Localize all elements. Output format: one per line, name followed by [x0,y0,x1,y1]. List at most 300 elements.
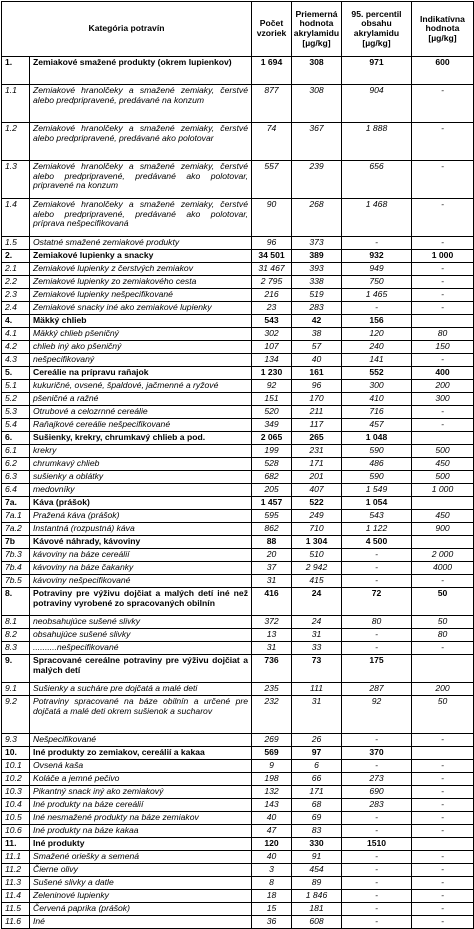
row-category: Mäkký chlieb pšeničný [30,328,252,341]
row-count: 877 [252,85,292,123]
row-mean: 608 [292,916,342,929]
row-mean: 6 [292,760,342,773]
row-count: 31 [252,575,292,588]
row-indicative: 200 [412,380,474,393]
table-row [2,161,474,199]
row-count: 40 [252,851,292,864]
row-category: Iné produkty na báze kakaa [30,825,252,838]
row-count: 372 [252,616,292,629]
row-indicative: 50 [412,588,474,616]
row-code: 9. [2,655,30,683]
row-mean: 170 [292,393,342,406]
row-count: 682 [252,471,292,484]
row-code: 11.4 [2,890,30,903]
row-mean: 265 [292,432,342,445]
row-mean: 111 [292,683,342,696]
row-code: 9.1 [2,683,30,696]
row-indicative [412,536,474,549]
table-body [2,57,474,929]
row-mean: 389 [292,250,342,263]
row-count: 269 [252,734,292,747]
table-row [2,458,474,471]
row-count: 90 [252,199,292,237]
row-count: 198 [252,773,292,786]
row-code: 5.1 [2,380,30,393]
row-mean: 42 [292,315,342,328]
table-row [2,747,474,760]
row-p95: 273 [342,773,412,786]
table-row [2,276,474,289]
row-code: 2.2 [2,276,30,289]
row-count: 2 795 [252,276,292,289]
table-row [2,549,474,562]
row-mean: 268 [292,199,342,237]
row-mean: 211 [292,406,342,419]
row-code: 5.4 [2,419,30,432]
table-row [2,877,474,890]
row-p95: 80 [342,616,412,629]
row-count: 74 [252,123,292,161]
table-row [2,786,474,799]
row-p95: 904 [342,85,412,123]
row-code: 11.3 [2,877,30,890]
row-p95: 120 [342,328,412,341]
table-row [2,562,474,575]
row-count: 557 [252,161,292,199]
table-row [2,497,474,510]
row-indicative: - [412,773,474,786]
row-category: obsahujúce sušené slivky [30,629,252,642]
row-indicative: 150 [412,341,474,354]
table-row [2,199,474,237]
row-count: 302 [252,328,292,341]
row-mean: 68 [292,799,342,812]
row-code: 7b.3 [2,549,30,562]
row-p95: 690 [342,786,412,799]
row-category: Čierne olivy [30,864,252,877]
row-category: Zemiakové lupienky z čerstvých zemiakov [30,263,252,276]
table-row [2,864,474,877]
row-category: kávoviny na báze čakanky [30,562,252,575]
row-code: 8.2 [2,629,30,642]
row-count: 15 [252,903,292,916]
row-count: 40 [252,812,292,825]
row-p95: 1 054 [342,497,412,510]
row-count: 134 [252,354,292,367]
row-p95: 175 [342,655,412,683]
table-row [2,773,474,786]
row-count: 232 [252,696,292,734]
row-mean: 308 [292,57,342,85]
row-count: 107 [252,341,292,354]
row-count: 595 [252,510,292,523]
row-mean: 519 [292,289,342,302]
row-mean: 89 [292,877,342,890]
row-category: Koláče a jemné pečivo [30,773,252,786]
row-mean: 249 [292,510,342,523]
row-mean: 2 942 [292,562,342,575]
row-code: 9.2 [2,696,30,734]
row-count: 13 [252,629,292,642]
row-code: 7a. [2,497,30,510]
row-category: Zemiakové hranolčeky a smažené zemiaky, čerstvé alebo predpripravené, predávané ako polotovar [30,123,252,161]
row-category: Kávové náhrady, kávoviny [30,536,252,549]
row-indicative: - [412,812,474,825]
row-indicative: 80 [412,629,474,642]
row-category: Sušienky, krekry, chrumkavý chlieb a pod. [30,432,252,445]
row-p95: - [342,760,412,773]
row-category: krekry [30,445,252,458]
row-indicative: 450 [412,458,474,471]
row-category: neobsahujúce sušené slivky [30,616,252,629]
table-row [2,629,474,642]
row-category: Zemiakové lupienky zo zemiakového cesta [30,276,252,289]
row-code: 4.3 [2,354,30,367]
row-category: Potraviny spracované na báze obilnín a určené pre dojčatá a malé deti okrem sušienok a sucharov [30,696,252,734]
row-p95: 590 [342,445,412,458]
row-category: Cereálie na prípravu raňajok [30,367,252,380]
row-count: 132 [252,786,292,799]
row-category: nešpecifikovaný [30,354,252,367]
row-indicative: 50 [412,616,474,629]
row-count: 88 [252,536,292,549]
header-p95: 95. percentil obsahu akrylamidu [µg/kg] [342,2,412,57]
row-count: 1 457 [252,497,292,510]
table-row [2,406,474,419]
row-indicative: 200 [412,683,474,696]
row-mean: 171 [292,786,342,799]
row-code: 10.1 [2,760,30,773]
row-count: 92 [252,380,292,393]
row-category: Ostatné smažené zemiakové produkty [30,237,252,250]
row-mean: 38 [292,328,342,341]
row-indicative: 500 [412,471,474,484]
row-p95: 92 [342,696,412,734]
row-count: 20 [252,549,292,562]
row-code: 7b.4 [2,562,30,575]
table-row [2,799,474,812]
row-code: 11.2 [2,864,30,877]
row-count: 151 [252,393,292,406]
row-mean: 407 [292,484,342,497]
row-p95: 949 [342,263,412,276]
row-p95: 1 122 [342,523,412,536]
row-mean: 1 304 [292,536,342,549]
row-p95: 300 [342,380,412,393]
table-row [2,655,474,683]
row-mean: 330 [292,838,342,851]
header-category: Kategória potravín [2,2,252,57]
row-p95: 750 [342,276,412,289]
row-category: Iné nesmažené produkty na báze zemiakov [30,812,252,825]
row-category: kávoviny nešpecifikované [30,575,252,588]
row-category: Mäkký chlieb [30,315,252,328]
row-count: 47 [252,825,292,838]
row-indicative: - [412,734,474,747]
row-indicative: - [412,85,474,123]
row-mean: 31 [292,696,342,734]
row-code: 2. [2,250,30,263]
row-code: 1.1 [2,85,30,123]
row-code: 1.4 [2,199,30,237]
row-p95: - [342,562,412,575]
row-p95: 410 [342,393,412,406]
row-mean: 373 [292,237,342,250]
row-indicative: 1 000 [412,250,474,263]
row-count: 143 [252,799,292,812]
row-p95: - [342,575,412,588]
row-indicative: 4000 [412,562,474,575]
row-code: 11.6 [2,916,30,929]
row-count: 543 [252,315,292,328]
table-header-row [2,2,474,57]
row-code: 10.6 [2,825,30,838]
row-p95: 1 549 [342,484,412,497]
row-mean: 97 [292,747,342,760]
table-row [2,642,474,655]
row-count: 862 [252,523,292,536]
row-code: 2.4 [2,302,30,315]
table-row [2,315,474,328]
row-indicative: - [412,877,474,890]
row-mean: 83 [292,825,342,838]
table-row [2,302,474,315]
row-category: Potraviny pre výživu dojčiat a malých detí iné než potraviny vyrobené zo spracovaných obilnín [30,588,252,616]
row-count: 96 [252,237,292,250]
row-indicative: - [412,890,474,903]
row-code: 10. [2,747,30,760]
acrylamide-table [1,1,474,929]
row-p95: - [342,549,412,562]
row-code: 4.1 [2,328,30,341]
table-row [2,575,474,588]
row-mean: 73 [292,655,342,683]
table-row [2,367,474,380]
row-count: 416 [252,588,292,616]
row-category: chlieb iný ako pšeničný [30,341,252,354]
table-row [2,536,474,549]
row-p95: 971 [342,57,412,85]
row-p95: - [342,851,412,864]
row-indicative: - [412,161,474,199]
row-category: Zemiakové hranolčeky a smažené zemiaky, čerstvé alebo predpripravené, predávané ako polotovar, príprava nešpecifikovaná [30,199,252,237]
row-mean: 454 [292,864,342,877]
row-count: 36 [252,916,292,929]
row-indicative: - [412,354,474,367]
row-code: 1. [2,57,30,85]
row-indicative: - [412,289,474,302]
row-indicative [412,655,474,683]
row-category: Pražená káva (prášok) [30,510,252,523]
row-p95: - [342,642,412,655]
row-mean: 171 [292,458,342,471]
row-indicative: - [412,276,474,289]
row-code: 5.3 [2,406,30,419]
row-count: 8 [252,877,292,890]
row-code: 6.3 [2,471,30,484]
row-code: 7a.1 [2,510,30,523]
row-p95: 240 [342,341,412,354]
row-code: 10.2 [2,773,30,786]
row-indicative [412,315,474,328]
table-row [2,616,474,629]
row-p95: 370 [342,747,412,760]
row-code: 1.2 [2,123,30,161]
row-p95: 1 465 [342,289,412,302]
row-category: Pikantný snack iný ako zemiakový [30,786,252,799]
table-row [2,825,474,838]
row-indicative: - [412,302,474,315]
row-p95: 716 [342,406,412,419]
row-count: 1 230 [252,367,292,380]
row-code: 11. [2,838,30,851]
row-code: 8.1 [2,616,30,629]
row-mean: 33 [292,642,342,655]
table-row [2,903,474,916]
row-mean: 415 [292,575,342,588]
row-indicative: - [412,406,474,419]
row-mean: 57 [292,341,342,354]
row-count: 569 [252,747,292,760]
row-mean: 308 [292,85,342,123]
row-indicative [412,838,474,851]
row-p95: 283 [342,799,412,812]
row-count: 520 [252,406,292,419]
row-mean: 231 [292,445,342,458]
row-p95: 156 [342,315,412,328]
row-category: Zemiakové smažené produkty (okrem lupienkov) [30,57,252,85]
row-indicative: 300 [412,393,474,406]
table-row [2,484,474,497]
row-mean: 201 [292,471,342,484]
row-category: kukuričné, ovsené, špaldové, jačmenné a ryžové [30,380,252,393]
row-code: 7b [2,536,30,549]
row-code: 6.1 [2,445,30,458]
row-mean: 710 [292,523,342,536]
row-mean: 69 [292,812,342,825]
row-p95: - [342,890,412,903]
table-row [2,696,474,734]
table-row [2,419,474,432]
table-row [2,838,474,851]
row-code: 8. [2,588,30,616]
row-p95: 287 [342,683,412,696]
row-code: 6. [2,432,30,445]
table-row [2,85,474,123]
row-category: Sušienky a sucháre pre dojčatá a malé deti [30,683,252,696]
row-category: Zeleninové lupienky [30,890,252,903]
row-category: Ovsená kaša [30,760,252,773]
row-p95: - [342,825,412,838]
row-indicative: - [412,237,474,250]
row-category: Iné [30,916,252,929]
row-p95: 543 [342,510,412,523]
row-count: 528 [252,458,292,471]
table-row [2,237,474,250]
row-indicative: - [412,419,474,432]
header-count: Počet vzoriek [252,2,292,57]
row-indicative: 80 [412,328,474,341]
row-category: Nešpecifikované [30,734,252,747]
row-p95: 4 500 [342,536,412,549]
table-row [2,916,474,929]
row-category: Iné produkty na báze cereálií [30,799,252,812]
row-mean: 24 [292,588,342,616]
row-mean: 66 [292,773,342,786]
row-p95: 486 [342,458,412,471]
row-indicative: 500 [412,445,474,458]
row-count: 216 [252,289,292,302]
row-mean: 367 [292,123,342,161]
row-category: kávoviny na báze cereálií [30,549,252,562]
table-row [2,851,474,864]
row-category: ..........nešpecifikované [30,642,252,655]
row-count: 736 [252,655,292,683]
table-row [2,734,474,747]
row-code: 6.2 [2,458,30,471]
row-category: Zemiakové lupienky nešpecifikované [30,289,252,302]
row-indicative [412,497,474,510]
row-code: 10.4 [2,799,30,812]
row-mean: 181 [292,903,342,916]
row-indicative: 600 [412,57,474,85]
row-p95: 1510 [342,838,412,851]
row-p95: - [342,302,412,315]
row-p95: 552 [342,367,412,380]
row-count: 23 [252,302,292,315]
row-indicative: 50 [412,696,474,734]
row-indicative: - [412,760,474,773]
row-p95: 1 048 [342,432,412,445]
row-category: pšeničné a ražné [30,393,252,406]
row-p95: - [342,903,412,916]
row-p95: - [342,916,412,929]
row-mean: 117 [292,419,342,432]
table-row [2,328,474,341]
row-mean: 161 [292,367,342,380]
row-category: Spracované cereálne potraviny pre výživu dojčiat a malých detí [30,655,252,683]
row-code: 11.1 [2,851,30,864]
row-count: 9 [252,760,292,773]
row-count: 2 065 [252,432,292,445]
row-mean: 40 [292,354,342,367]
row-category: Zemiakové hranolčeky a smažené zemiaky, čerstvé alebo predpripravené, predávané ako polotovar, pripravené na konzum [30,161,252,199]
table-row [2,57,474,85]
row-category: medovníky [30,484,252,497]
row-indicative: 400 [412,367,474,380]
row-count: 199 [252,445,292,458]
row-p95: 656 [342,161,412,199]
row-indicative: - [412,916,474,929]
row-p95: - [342,237,412,250]
header-indicative: Indikatívna hodnota [µg/kg] [412,2,474,57]
row-category: Zemiakové snacky iné ako zemiakové lupienky [30,302,252,315]
row-code: 4. [2,315,30,328]
row-mean: 91 [292,851,342,864]
row-p95: - [342,877,412,890]
row-indicative: - [412,851,474,864]
row-count: 1 694 [252,57,292,85]
row-code: 1.5 [2,237,30,250]
table-row [2,432,474,445]
table-row [2,760,474,773]
row-indicative [412,432,474,445]
row-code: 5. [2,367,30,380]
row-code: 6.4 [2,484,30,497]
table-row [2,683,474,696]
table-row [2,123,474,161]
row-category: Iné produkty [30,838,252,851]
